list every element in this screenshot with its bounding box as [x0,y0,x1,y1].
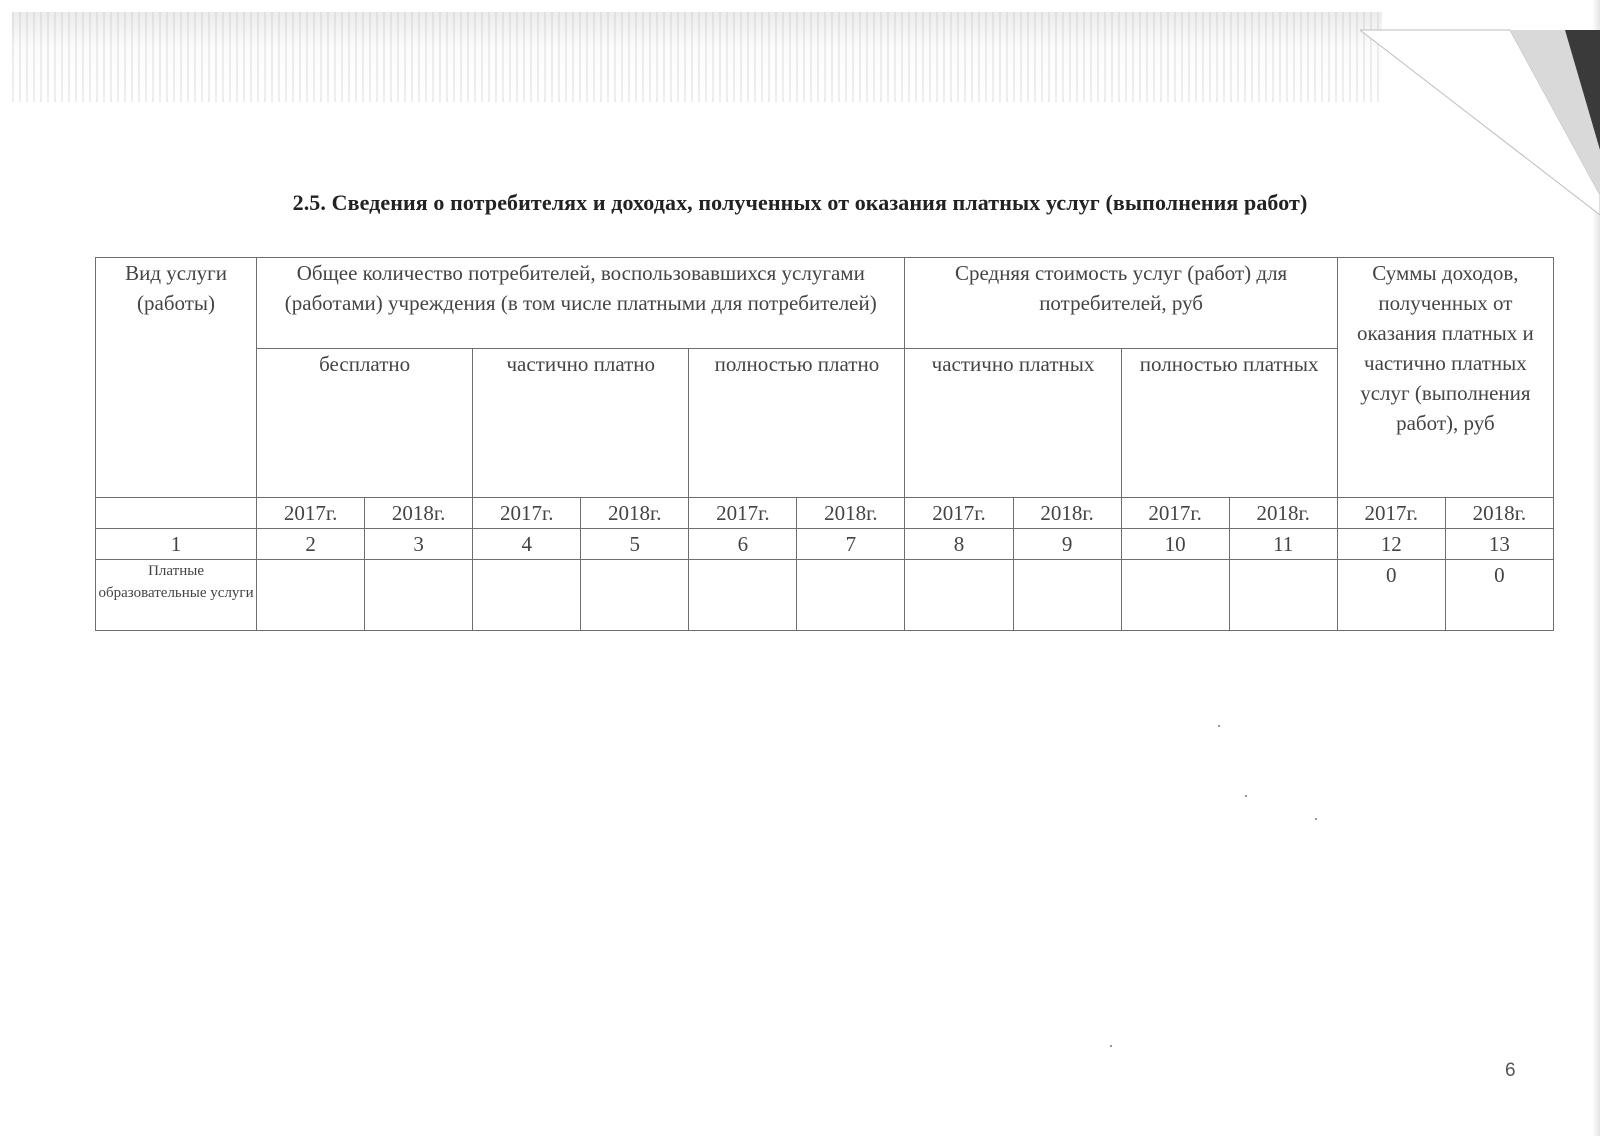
column-number: 4 [473,529,581,560]
header-partly-paid-cost: частично платных [905,349,1121,498]
header-fully-paid: полностью платно [689,349,905,498]
value-cell: 0 [1445,560,1553,631]
year-cell: 2017г. [689,498,797,529]
year-cell: 2018г. [797,498,905,529]
header-row-main [96,258,1554,349]
year-cell: 2018г. [365,498,473,529]
table-row [96,560,1554,631]
document-title: 2.5. Сведения о потребителях и доходах, полученных от оказания платных услуг (выполнения работ) [292,190,1308,215]
value-cell [797,560,905,631]
page-number: 6 [1505,1060,1516,1081]
services-income-table [95,257,1554,631]
value-cell [1121,560,1229,631]
column-number: 6 [689,529,797,560]
value-cell [689,560,797,631]
column-number: 9 [1013,529,1121,560]
column-number: 2 [257,529,365,560]
column-number: 13 [1445,529,1553,560]
year-cell: 2017г. [905,498,1013,529]
header-service-type: Вид услуги (работы) [96,258,257,498]
value-cell [257,560,365,631]
header-row-years [96,498,1554,529]
column-number: 10 [1121,529,1229,560]
column-number: 12 [1337,529,1445,560]
service-name-cell: Платные образовательные услуги [96,560,257,631]
header-row-sub [96,349,1554,498]
year-cell: 2017г. [1121,498,1229,529]
year-cell: 2017г. [1337,498,1445,529]
header-income-sum: Суммы доходов, полученных от оказания платных и частично платных услуг (выполнения работ), руб [1337,258,1553,498]
folded-corner [1360,0,1600,215]
header-partly-paid: частично платно [473,349,689,498]
year-cell: 2018г. [1445,498,1553,529]
year-cell: 2018г. [1013,498,1121,529]
header-fully-paid-cost: полностью платных [1121,349,1337,498]
year-cell: 2018г. [581,498,689,529]
year-cell: 2017г. [257,498,365,529]
value-cell [473,560,581,631]
year-cell: 2017г. [473,498,581,529]
value-cell: 0 [1337,560,1445,631]
year-cell-blank [96,498,257,529]
scan-speck [1315,818,1317,820]
column-number: 8 [905,529,1013,560]
value-cell [365,560,473,631]
value-cell [1013,560,1121,631]
column-number: 3 [365,529,473,560]
column-number: 11 [1229,529,1337,560]
year-cell: 2018г. [1229,498,1337,529]
value-cell [905,560,1013,631]
value-cell [581,560,689,631]
column-number-row [96,529,1554,560]
column-number: 1 [96,529,257,560]
scan-speck [1218,725,1220,727]
scan-speck [1245,795,1247,797]
column-number: 5 [581,529,689,560]
header-free: бесплатно [257,349,473,498]
header-consumers-total: Общее количество потребителей, воспользовавшихся услугами (работами) учреждения (в том числе платными для потребителей) [257,258,905,349]
header-average-cost: Средняя стоимость услуг (работ) для потребителей, руб [905,258,1337,349]
column-number: 7 [797,529,905,560]
scan-speck [1110,1045,1112,1047]
value-cell [1229,560,1337,631]
scan-artifact-band [12,12,1382,102]
